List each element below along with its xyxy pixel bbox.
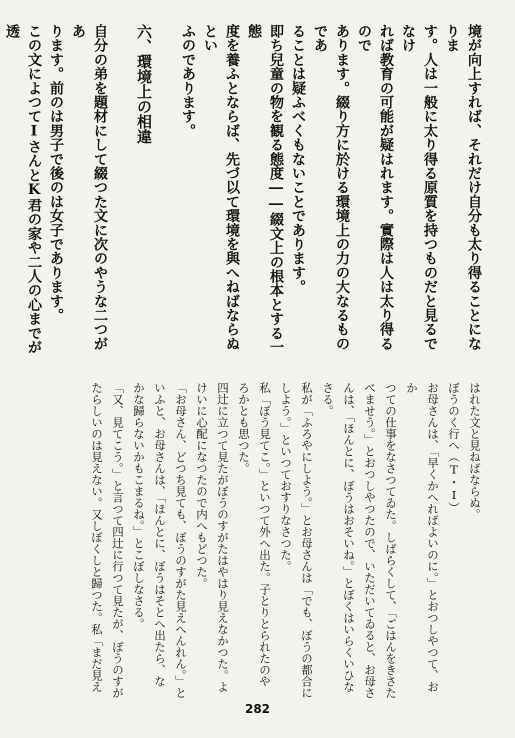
text-column: つての仕事をなさつてゐた。しばらくして、「ごはんをきさた bbox=[384, 382, 398, 699]
text-column: はれた文と見ねばならぬ。 bbox=[468, 382, 482, 520]
text-column: 「又、見てこう。」と言つて四辻に行つて見たが、ぼうのすが bbox=[111, 382, 125, 699]
text-column: 「お母さん、どつち見ても、ぼうのすがた見えへんれん。」と bbox=[174, 382, 188, 699]
text-column: ぼうのく行へ（T・I） bbox=[447, 382, 461, 514]
section-heading: 六、環境上の相違 bbox=[135, 24, 153, 144]
text-column: れば教育の可能が疑はれます。實際は人は太り得るので bbox=[356, 24, 394, 351]
text-column bbox=[155, 24, 177, 358]
text-column: 私「ぼう見てこ。」といつて外へ出た。子とりとられたのや bbox=[258, 382, 272, 687]
text-column: けいに心配になつたので内へもどつた。 bbox=[195, 382, 209, 589]
text-column bbox=[111, 24, 133, 358]
text-column: お母さんは、「早くかへればよいのに。」とおつしやつて、おか bbox=[405, 382, 440, 693]
text-column: たらしいのは見えない。又しぼくしと歸つた。私「まだ見え bbox=[90, 382, 104, 693]
text-column: 自分の弟を題材にして綴つた文に次のやうな二つがあ bbox=[70, 24, 108, 351]
text-column: この文によつてIさんとK君の家や二人の心までが透 bbox=[4, 24, 42, 355]
text-column: ろかとも思つた。 bbox=[237, 382, 251, 474]
text-column: かな歸らないかもこまるね。」とこぼしなさる。 bbox=[132, 382, 146, 630]
page-number: 282 bbox=[244, 702, 271, 716]
text-column: しよう。」といつておすりなさつた。 bbox=[279, 382, 293, 572]
text-column: さる。 bbox=[321, 382, 335, 417]
text-column: 度を養ふとならば、先づ以て環境を與へねばならぬとい bbox=[202, 24, 240, 351]
text-column: 四辻に立つて見たがぼうのすがたはやはり見えなかつた。よ bbox=[216, 382, 230, 693]
text-column: す。人は一般に太り得る原質を持つものだと見るでなけ bbox=[400, 24, 438, 351]
text-column: ります。前のは男子で後のは女子であります。 bbox=[48, 24, 64, 323]
example-essay-block bbox=[86, 382, 485, 702]
text-column: 即ち兒童の物を観る態度――綴文上の根本とする一態 bbox=[246, 24, 284, 355]
text-column: べませう。」とおつしやつたので、いただいてゐると、お母さ bbox=[363, 382, 377, 699]
main-text-block bbox=[0, 24, 485, 358]
text-column: ふのであります。 bbox=[180, 24, 196, 138]
text-column: あります。綴り方に於ける環境上の力の大なるものであ bbox=[312, 24, 350, 351]
text-column: んは、「ほんとに、ぼうはおそいね。」とぼくはいらくいひな bbox=[342, 382, 356, 693]
text-column: 境が向上すれば、それだけ自分も太り得ることになりま bbox=[444, 24, 482, 351]
text-column: 私が「ふろやにしよう。」とお母さんは「でも、ぼうの都合に bbox=[300, 382, 314, 699]
text-column: いふと、お母さんは、「ほんとに、ぼうはそとへ出たら、な bbox=[153, 382, 167, 687]
text-column bbox=[0, 24, 1, 358]
text-column: ることは疑ふべくもないことであります。 bbox=[290, 24, 306, 294]
